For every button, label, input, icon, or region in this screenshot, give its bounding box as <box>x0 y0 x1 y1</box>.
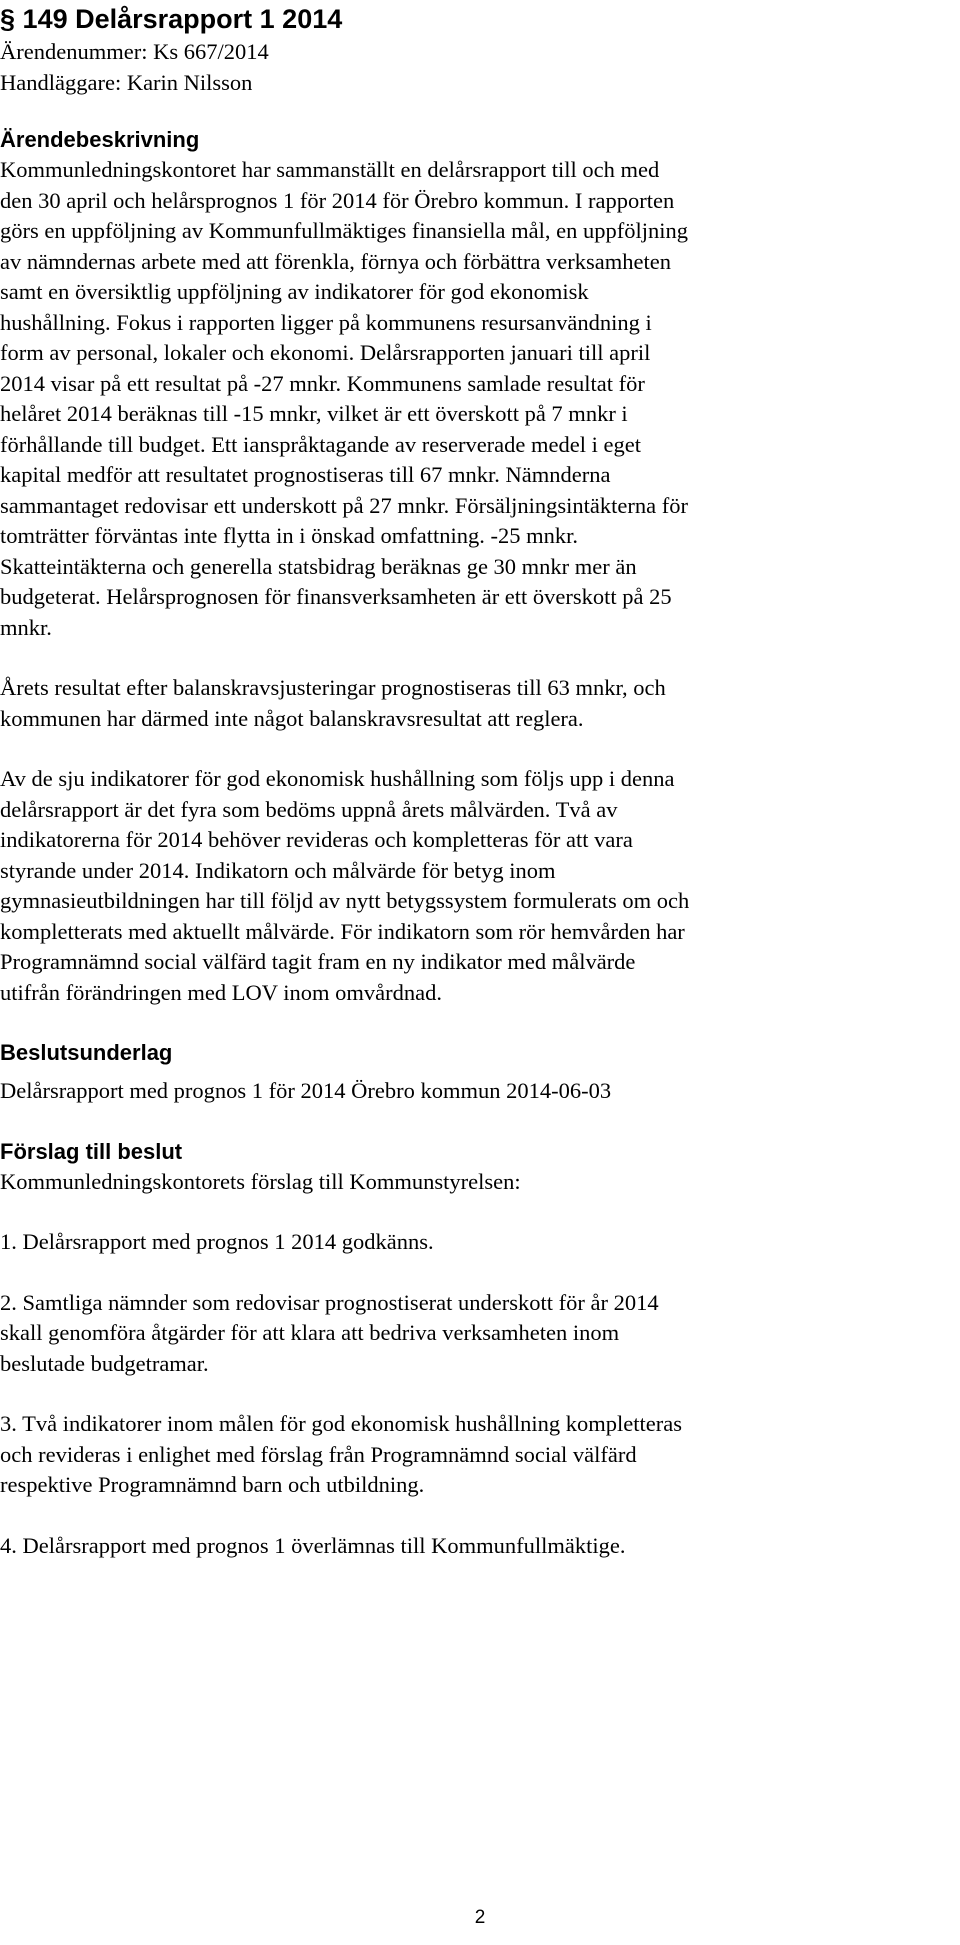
paragraph-line: 2014 visar på ett resultat på -27 mnkr. Kommunens samlade resultat för <box>0 370 645 396</box>
description-paragraph-3 <box>0 764 958 1008</box>
proposal-item-line: 2. Samtliga nämnder som redovisar prognostiserat underskott för år 2014 <box>0 1289 659 1315</box>
paragraph-line: sammantaget redovisar ett underskott på 27 mnkr. Försäljningsintäkterna för <box>0 492 688 518</box>
proposal-item-2 <box>0 1288 958 1380</box>
proposal-item-3 <box>0 1409 958 1501</box>
proposal-item-4 <box>0 1531 958 1562</box>
case-handler: Handläggare: Karin Nilsson <box>0 70 253 95</box>
paragraph-line: tomträtter förväntas inte flytta in i önskad omfattning. -25 mnkr. <box>0 523 579 548</box>
paragraph-line: Årets resultat efter balanskravsjusteringar prognostiseras till 63 mnkr, och <box>0 675 666 700</box>
proposal-intro: Kommunledningskontorets förslag till Kommunstyrelsen: <box>0 1168 521 1194</box>
paragraph-line: helåret 2014 beräknas till -15 mnkr, vilket är ett överskott på 7 mnkr i <box>0 401 628 426</box>
basis-heading: Beslutsunderlag <box>0 1040 173 1065</box>
paragraph-line: styrande under 2014. Indikatorn och målvärde för betyg inom <box>0 857 556 883</box>
paragraph-line: gymnasieutbildningen har till följd av nytt betygssystem formulerats om och <box>0 888 690 913</box>
paragraph-line: av nämndernas arbete med att förenkla, förnya och förbättra verksamheten <box>0 248 671 274</box>
paragraph-line: kompletterats med aktuellt målvärde. För indikatorn som rör hemvården har <box>0 918 685 944</box>
paragraph-line: mnkr. <box>0 614 52 640</box>
proposal-item-line: och revideras i enlighet med förslag från Programnämnd social välfärd <box>0 1441 637 1467</box>
proposal-item-line: respektive Programnämnd barn och utbildning. <box>0 1472 425 1497</box>
proposal-item-line: 3. Två indikatorer inom målen för god ekonomisk hushållning kompletteras <box>0 1411 682 1436</box>
case-title <box>0 0 958 36</box>
paragraph-line: kapital medför att resultatet prognostiseras till 67 mnkr. Nämnderna <box>0 462 611 487</box>
paragraph-line: förhållande till budget. Ett ianspråktagande av reserverade medel i eget <box>0 431 641 457</box>
paragraph-line: den 30 april och helårsprognos 1 för 2014 för Örebro kommun. I rapporten <box>0 187 675 213</box>
proposal-item-1 <box>0 1227 958 1258</box>
paragraph-line: utifrån förändringen med LOV inom omvårdnad. <box>0 979 442 1005</box>
paragraph-line: indikatorerna för 2014 behöver revideras och kompletteras för att vara <box>0 827 633 852</box>
case-number: Ärendenummer: Ks 667/2014 <box>0 39 269 64</box>
paragraph-line: Kommunledningskontoret har sammanställt en delårsrapport till och med <box>0 157 660 182</box>
description-paragraph-1 <box>0 155 958 643</box>
proposal-item-line: 4. Delårsrapport med prognos 1 överlämnas till Kommunfullmäktige. <box>0 1532 626 1558</box>
paragraph-line: kommunen har därmed inte något balanskravsresultat att reglera. <box>0 705 584 731</box>
paragraph-line: Av de sju indikatorer för god ekonomisk hushållning som följs upp i denna <box>0 766 675 791</box>
paragraph-line: Programnämnd social välfärd tagit fram en ny indikator med målvärde <box>0 949 636 974</box>
proposal-heading: Förslag till beslut <box>0 1138 183 1164</box>
paragraph-line: Skatteintäkterna och generella statsbidrag beräknas ge 30 mnkr mer än <box>0 553 637 579</box>
basis-line: Delårsrapport med prognos 1 för 2014 Örebro kommun 2014-06-03 <box>0 1078 612 1103</box>
section-sign: § <box>0 4 16 34</box>
paragraph-line: samt en översiktlig uppföljning av indikatorer för god ekonomisk <box>0 279 589 304</box>
paragraph-line: form av personal, lokaler och ekonomi. Delårsrapporten januari till april <box>0 340 651 365</box>
proposal-item-line: 1. Delårsrapport med prognos 1 2014 godkänns. <box>0 1229 434 1254</box>
description-heading: Ärendebeskrivning <box>0 127 200 152</box>
page-number: 2 <box>474 1907 486 1928</box>
paragraph-line: görs en uppföljning av Kommunfullmäktiges finansiella mål, en uppföljning <box>0 218 689 243</box>
paragraph-line: delårsrapport är det fyra som bedöms uppnå årets målvärden. Två av <box>0 796 618 822</box>
proposal-item-line: skall genomföra åtgärder för att klara att bedriva verksamheten inom <box>0 1320 620 1345</box>
paragraph-line: hushållning. Fokus i rapporten ligger på kommunens resursanvändning i <box>0 309 652 335</box>
case-title-text: 149 Delårsrapport 1 2014 <box>22 4 343 34</box>
paragraph-line: budgeterat. Helårsprognosen för finansverksamheten är ett överskott på 25 <box>0 584 672 609</box>
proposal-item-line: beslutade budgetramar. <box>0 1350 209 1376</box>
description-paragraph-2 <box>0 673 958 734</box>
